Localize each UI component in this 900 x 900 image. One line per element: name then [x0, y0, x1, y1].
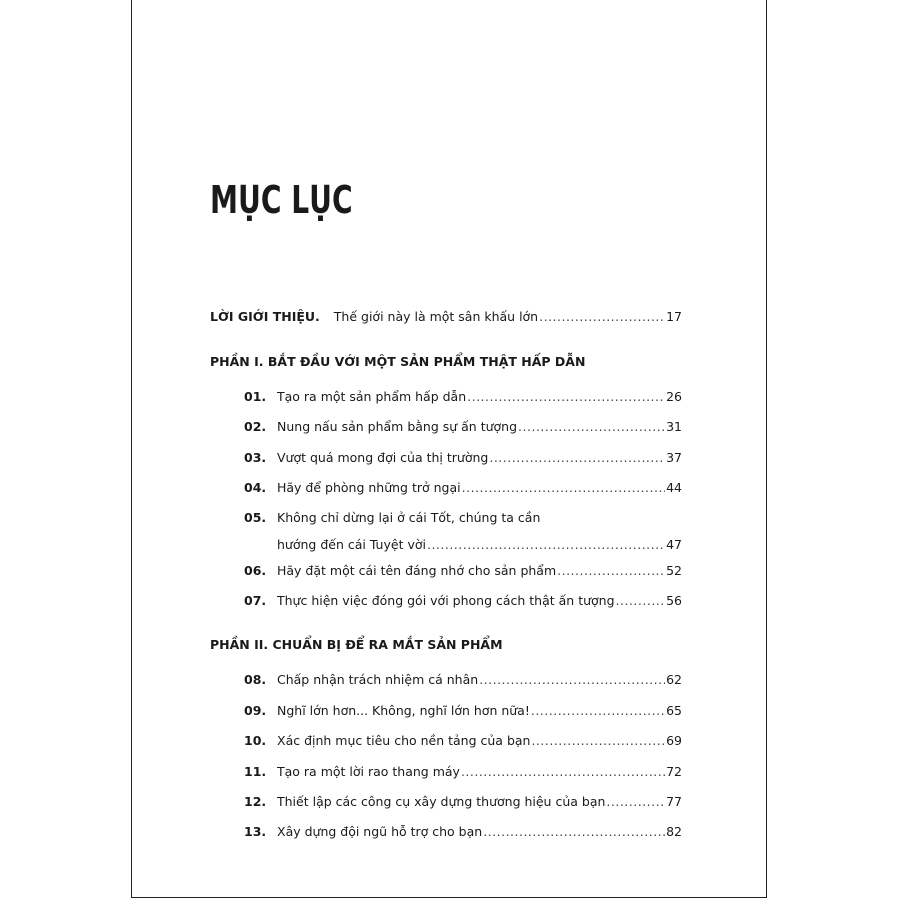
toc-entry-03: [244, 450, 682, 465]
entry-page-number: 37: [666, 450, 682, 465]
dot-leader: [427, 537, 665, 552]
entry-number: 03.: [244, 450, 267, 465]
dot-leader: [531, 733, 665, 748]
entry-page-number: 77: [666, 794, 682, 809]
toc-entry-06: [244, 563, 682, 578]
entry-page-number: 69: [666, 733, 682, 748]
entry-title: Hãy đặt một cái tên đáng nhớ cho sản phẩm: [277, 563, 557, 578]
entry-title: Nghĩ lớn hơn... Không, nghĩ lớn hơn nữa!: [277, 703, 530, 718]
dot-leader: [539, 309, 665, 324]
entry-page-number: 82: [666, 824, 682, 839]
entry-page-number: 72: [666, 764, 682, 779]
entry-number: 11.: [244, 764, 267, 779]
entry-number: 08.: [244, 672, 267, 687]
entry-title: Hãy để phòng những trở ngại: [277, 480, 461, 495]
entry-number: 05.: [244, 510, 267, 525]
toc-entry-04: [244, 480, 682, 495]
dot-leader: [531, 703, 665, 718]
toc-entry-09: [244, 703, 682, 718]
entry-page-number: 52: [666, 563, 682, 578]
toc-entry-10: [244, 733, 682, 748]
entry-page-number: 47: [666, 537, 682, 552]
entry-second-line: [244, 537, 682, 552]
part-2-heading: PHẦN II. CHUẨN BỊ ĐỂ RA MẮT SẢN PHẨM: [210, 637, 503, 652]
entry-title: Thiết lập các công cụ xây dựng thương hiệu của bạn: [277, 794, 606, 809]
dot-leader: [467, 389, 665, 404]
toc-entry-11: [244, 764, 682, 779]
entry-page-number: 31: [666, 419, 682, 434]
entry-page-number: 62: [666, 672, 682, 687]
entry-title: Chấp nhận trách nhiệm cá nhân: [277, 672, 479, 687]
toc-entry-12: [244, 794, 682, 809]
entry-title: Không chỉ dừng lại ở cái Tốt, chúng ta cần: [277, 510, 541, 525]
entry-title-continued: hướng đến cái Tuyệt vời: [277, 537, 426, 552]
entry-title: Tạo ra một sản phẩm hấp dẫn: [277, 389, 467, 404]
entry-page-number: 26: [666, 389, 682, 404]
entry-page-number: 56: [666, 593, 682, 608]
entry-number: 10.: [244, 733, 267, 748]
entry-number: 12.: [244, 794, 267, 809]
entry-title: Vượt quá mong đợi của thị trường: [277, 450, 489, 465]
dot-leader: [489, 450, 665, 465]
toc-entry-05: [244, 510, 682, 552]
toc-entry-08: [244, 672, 682, 687]
entry-title: Thực hiện việc đóng gói với phong cách thật ấn tượng: [277, 593, 615, 608]
entry-number: 04.: [244, 480, 267, 495]
intro-title: Thế giới này là một sân khấu lớn: [333, 309, 539, 324]
entry-number: 06.: [244, 563, 267, 578]
entry-page-number: 44: [666, 480, 682, 495]
toc-entry-02: [244, 419, 682, 434]
intro-label: LỜI GIỚI THIỆU.: [210, 309, 320, 324]
toc-intro-row: [210, 309, 682, 324]
dot-leader: [483, 824, 665, 839]
entry-number: 07.: [244, 593, 267, 608]
entry-page-number: 65: [666, 703, 682, 718]
entry-number: 13.: [244, 824, 267, 839]
dot-leader: [461, 764, 665, 779]
dot-leader: [557, 563, 665, 578]
entry-number: 01.: [244, 389, 267, 404]
entry-title: Tạo ra một lời rao thang máy: [277, 764, 460, 779]
toc-entry-07: [244, 593, 682, 608]
entry-number: 02.: [244, 419, 267, 434]
entry-title: Xây dựng đội ngũ hỗ trợ cho bạn: [277, 824, 483, 839]
entry-number: 09.: [244, 703, 267, 718]
page-title: MỤC LỤC: [210, 178, 353, 222]
toc-entry-13: [244, 824, 682, 839]
dot-leader: [518, 419, 665, 434]
dot-leader: [616, 593, 666, 608]
dot-leader: [479, 672, 665, 687]
intro-page-number: 17: [666, 309, 682, 324]
dot-leader: [462, 480, 665, 495]
entry-title: Nung nấu sản phẩm bằng sự ấn tượng: [277, 419, 518, 434]
book-page: [131, 0, 767, 898]
dot-leader: [606, 794, 665, 809]
toc-entry-01: [244, 389, 682, 404]
entry-title: Xác định mục tiêu cho nền tảng của bạn: [277, 733, 531, 748]
entry-first-line: [244, 510, 682, 525]
part-1-heading: PHẦN I. BẮT ĐẦU VỚI MỘT SẢN PHẨM THẬT HẤP DẪN: [210, 354, 586, 369]
